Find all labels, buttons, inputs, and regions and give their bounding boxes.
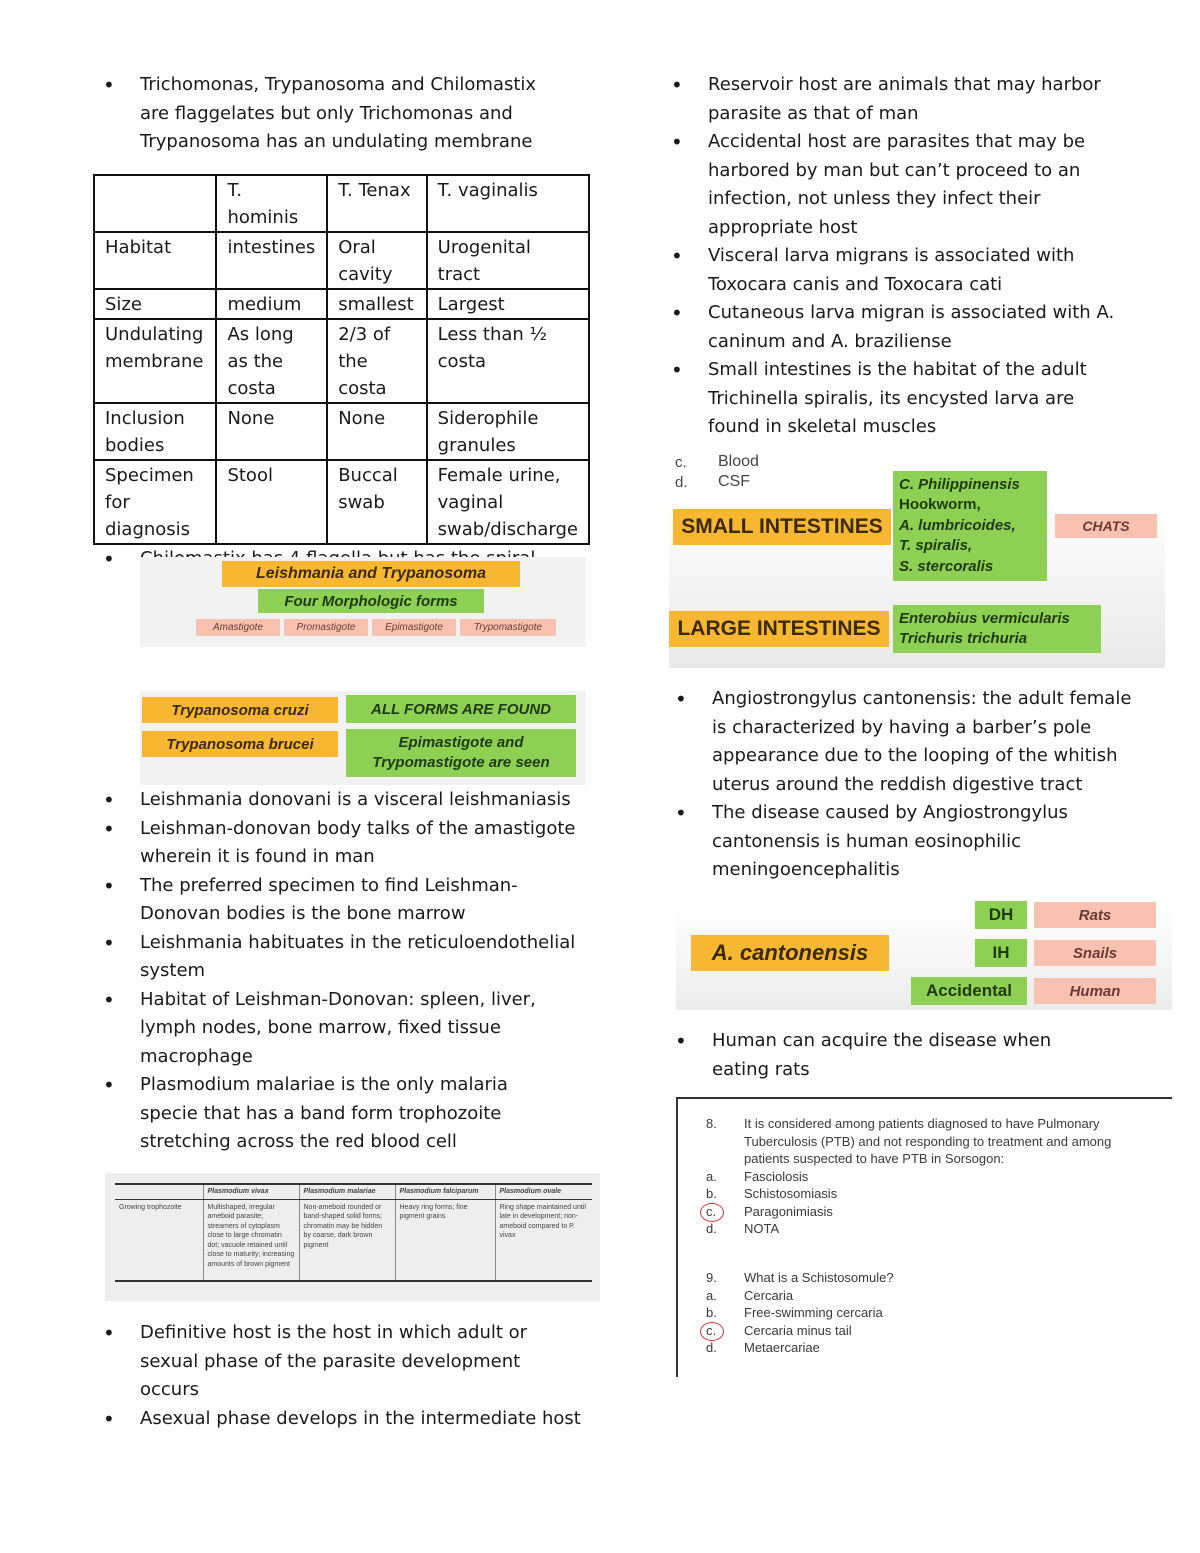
bullet-item: • Small intestines is the habitat of the adult Trichinella spiralis, its encysted larva are found in skeletal muscles	[668, 356, 1178, 442]
quiz-option	[706, 1220, 1146, 1238]
table-cell: Non-ameboid rounded or band-shaped solid forms; chromatin may be hidden by coarse, dark brown pigment	[299, 1199, 395, 1281]
table-row	[94, 232, 589, 289]
option-letter: c.	[675, 454, 687, 471]
right-end-bullets	[672, 1027, 1172, 1084]
bullet-item: • Leishman-donovan body talks of the amastigote wherein it is found in man	[100, 815, 600, 872]
table-cell: Largest	[427, 289, 589, 319]
right-column	[668, 71, 1178, 442]
table-cell: smallest	[327, 289, 426, 319]
table-cell: None	[216, 403, 327, 460]
bullet-item: • Habitat of Leishman-Donovan: spleen, liver, lymph nodes, bone marrow, fixed tissue macrophage	[100, 986, 600, 1072]
brucei-forms: Epimastigote and Trypomastigote are seen	[346, 729, 576, 777]
mnemonic-chip: CHATS	[1055, 514, 1157, 538]
bullet-item: • Angiostrongylus cantonensis: the adult female is characterized by having a barber’s pole appearance due to the looping of the whitish uterus around the reddish digestive tract	[672, 685, 1172, 799]
form-chip: Promastigote	[284, 619, 368, 636]
bullet-item: • The disease caused by Angiostrongylus cantonensis is human eosinophilic meningoencephalitis	[672, 799, 1172, 885]
option-text: CSF	[718, 473, 750, 490]
option-letter: c.	[706, 1322, 717, 1338]
option-letter: a.	[706, 1168, 717, 1184]
option-letter: c.	[706, 1203, 717, 1219]
table-header-cell	[115, 1184, 203, 1199]
option-text: Cercaria	[744, 1287, 794, 1303]
trichomonas-table	[93, 174, 590, 545]
quiz-option	[706, 1185, 1146, 1203]
option-text: Paragonimiasis	[744, 1203, 833, 1219]
table-header-row	[115, 1184, 592, 1199]
table-cell: Heavy ring forms; fine pigment grains	[395, 1199, 495, 1281]
host-name: Human	[1034, 978, 1156, 1004]
bullet-item: • Visceral larva migrans is associated with Toxocara canis and Toxocara cati	[668, 242, 1178, 299]
option-letter: b.	[706, 1305, 717, 1320]
table-cell: Size	[94, 289, 216, 319]
table-row	[94, 319, 589, 403]
large-intestines-list	[893, 605, 1101, 653]
form-chip: Amastigote	[196, 619, 280, 636]
intestines-slide	[669, 451, 1165, 668]
table-cell: Stool	[216, 460, 327, 544]
quiz-option	[706, 1203, 1146, 1221]
left-column-mid	[100, 786, 600, 1157]
right-top-bullets	[668, 71, 1178, 442]
parasite-name: S. stercoralis	[899, 557, 994, 575]
table-row	[94, 289, 589, 319]
table-cell: intestines	[216, 232, 327, 289]
large-intestines-label: LARGE INTESTINES	[669, 611, 889, 647]
quiz-option	[706, 1339, 1146, 1357]
host-label: DH	[975, 901, 1027, 929]
table-cell: Inclusion bodies	[94, 403, 216, 460]
bullet-item: • Human can acquire the disease when eating rats	[672, 1027, 1172, 1084]
question-text: It is considered among patients diagnosed to have Pulmonary Tuberculosis (PTB) and not responding to treatment and among patients suspected to have PTB in Sorsogon:	[744, 1116, 1112, 1166]
option-letter: d.	[675, 474, 688, 491]
table-cell: Habitat	[94, 232, 216, 289]
table-cell: Ring shape maintained until late in development; non-ameboid compared to P. vivax	[495, 1199, 592, 1281]
right-column-end	[672, 1027, 1172, 1084]
table-header-cell: Plasmodium malariae	[299, 1184, 395, 1199]
option-letter: d.	[706, 1340, 717, 1355]
quiz-option	[706, 1322, 1146, 1340]
mid-bullets	[100, 786, 600, 1157]
form-chip: Trypomastigote	[460, 619, 556, 636]
table-cell: Urogenital tract	[427, 232, 589, 289]
slide-gap	[140, 647, 586, 691]
parasite-name: A. lumbricoides,	[899, 516, 1016, 534]
option-text: Free-swimming cercaria	[744, 1305, 883, 1320]
left-column	[100, 71, 600, 602]
right-column-mid	[672, 685, 1172, 885]
parasite-name: Trichuris trichuria	[899, 630, 1028, 647]
table-header-cell: Plasmodium vivax	[203, 1184, 299, 1199]
table-cell: As long as the costa	[216, 319, 327, 403]
option-text: Schistosomiasis	[744, 1186, 838, 1201]
trypanosoma-forms-slide	[140, 557, 586, 785]
bullet-item: • Reservoir host are animals that may harbor parasite as that of man	[668, 71, 1178, 128]
table-cell: Growing trophozoite	[115, 1199, 203, 1281]
question-number: 9.	[706, 1270, 717, 1285]
plasmodium-table	[115, 1183, 592, 1282]
table-cell: Siderophile granules	[427, 403, 589, 460]
bullet-item: • Asexual phase develops in the intermediate host	[100, 1405, 600, 1434]
bullet-item: • Trichomonas, Trypanosoma and Chilomastix are flaggelates but only Trichomonas and Trypanosoma has an undulating membrane	[100, 71, 600, 157]
end-bullets	[100, 1319, 600, 1433]
table-cell: Specimen for diagnosis	[94, 460, 216, 544]
brucei-label: Trypanosoma brucei	[142, 731, 338, 757]
table-cell: Buccal swab	[327, 460, 426, 544]
bullet-item: • Cutaneous larva migran is associated with A. caninum and A. braziliense	[668, 299, 1178, 356]
small-intestines-label: SMALL INTESTINES	[673, 509, 891, 545]
quiz-option	[706, 1304, 1146, 1322]
option-letter: b.	[706, 1186, 717, 1201]
parasite-name: Enterobius vermicularis	[899, 610, 1070, 627]
left-column-end	[100, 1319, 600, 1433]
option-letter: a.	[706, 1287, 717, 1303]
small-intestines-list	[893, 471, 1047, 581]
right-mid-bullets	[672, 685, 1172, 885]
cruzi-label: Trypanosoma cruzi	[142, 697, 338, 723]
table-cell: None	[327, 403, 426, 460]
table-row	[94, 403, 589, 460]
plasmodium-table-image	[105, 1173, 600, 1301]
bullet-item: • The preferred specimen to find Leishman-Donovan bodies is the bone marrow	[100, 872, 600, 929]
bullet-item: • Definitive host is the host in which adult or sexual phase of the parasite development occurs	[100, 1319, 600, 1405]
option-text: Blood	[718, 453, 759, 470]
table-cell: medium	[216, 289, 327, 319]
bullet-item: • Leishmania habituates in the reticuloendothelial system	[100, 929, 600, 986]
quiz-option	[706, 1168, 1146, 1186]
host-label: IH	[975, 939, 1027, 967]
bullet-item: • Accidental host are parasites that may be harbored by man but can’t proceed to an infection, not unless they infect their appropriate host	[668, 128, 1178, 242]
option-text: Cercaria minus tail	[744, 1322, 852, 1338]
host-name: Snails	[1034, 940, 1156, 966]
quiz-question	[706, 1269, 1146, 1357]
quiz-image	[676, 1097, 1172, 1377]
option-text: Metaercariae	[744, 1340, 820, 1355]
form-chip: Epimastigote	[372, 619, 456, 636]
host-name: Rats	[1034, 902, 1156, 928]
table-header-cell	[94, 175, 216, 232]
cantonensis-name: A. cantonensis	[691, 935, 889, 971]
table-header-cell: T. vaginalis	[427, 175, 589, 232]
question-number: 8.	[706, 1116, 717, 1131]
slide-subtitle: Four Morphologic forms	[258, 589, 484, 613]
parasite-name: T. spiralis,	[899, 537, 973, 555]
question-text: What is a Schistosomule?	[744, 1270, 894, 1285]
table-cell: Oral cavity	[327, 232, 426, 289]
table-header-row	[94, 175, 589, 232]
parasite-name: Hookworm,	[899, 496, 981, 514]
quiz-option	[706, 1287, 1146, 1305]
table-row	[115, 1199, 592, 1281]
table-cell: Multishaped, irregular ameboid parasite; streamers of cytoplasm close to large chromatin dot; vacuole retained until close to maturity; increasing amounts of brown pigment	[203, 1199, 299, 1281]
cruzi-forms: ALL FORMS ARE FOUND	[346, 695, 576, 723]
bullet-item: • Leishmania donovani is a visceral leishmaniasis	[100, 786, 600, 815]
option-letter: d.	[706, 1221, 717, 1236]
intro-bullets	[100, 71, 600, 157]
option-text: Fasciolosis	[744, 1168, 809, 1184]
bullet-item: • Plasmodium malariae is the only malaria specie that has a band form trophozoite stretching across the red blood cell	[100, 1071, 600, 1157]
table-header-cell: Plasmodium falciparum	[395, 1184, 495, 1199]
quiz-question	[706, 1115, 1146, 1238]
table-header-cell: T. Tenax	[327, 175, 426, 232]
table-cell: Undulating membrane	[94, 319, 216, 403]
table-header-cell: Plasmodium ovale	[495, 1184, 592, 1199]
cantonensis-slide	[676, 897, 1172, 1010]
table-header-cell: T. hominis	[216, 175, 327, 232]
parasite-name: C. Philippinensis	[899, 475, 1020, 493]
option-text: NOTA	[744, 1221, 780, 1236]
table-cell: 2/3 of the costa	[327, 319, 426, 403]
table-cell: Female urine, vaginal swab/discharge	[427, 460, 589, 544]
host-label: Accidental	[911, 977, 1027, 1005]
slide-title: Leishmania and Trypanosoma	[222, 561, 520, 587]
table-row	[94, 460, 589, 544]
table-cell: Less than ½ costa	[427, 319, 589, 403]
